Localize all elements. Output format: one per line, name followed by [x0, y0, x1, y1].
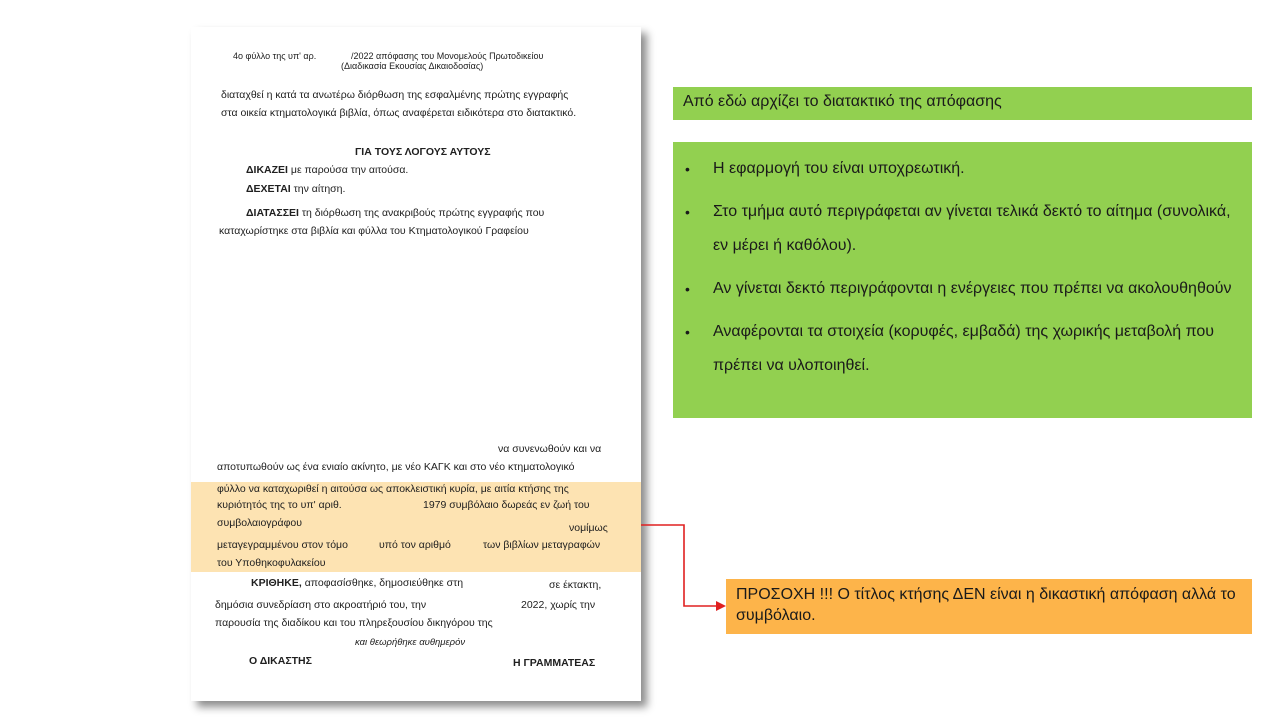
bullet-icon: •: [685, 161, 690, 177]
kritheke-word: ΚΡΙΘΗΚΕ,: [251, 577, 302, 589]
signature-secretary: Η ΓΡΑΜΜΑΤΕΑΣ: [513, 657, 596, 669]
dehetai-word: ΔΕΧΕΤΑΙ: [246, 183, 291, 195]
paragraph-3-line-2b: 2022, χωρίς την: [521, 599, 596, 611]
paragraph-2-line-3: φύλλο να καταχωριθεί η αιτούσα ως αποκλειστική κυρία, με αιτία κτήσης της: [217, 483, 569, 495]
paragraph-2-line-7: του Υποθηκοφυλακείου: [217, 557, 326, 569]
diatassei-line-2: καταχωρίστηκε στα βιβλία και φύλλα του Κτηματολογικού Γραφείου: [219, 225, 529, 237]
list-item-text: Στο τμήμα αυτό περιγράφεται αν γίνεται τελικά δεκτό το αίτημα (συνολικά, εν μέρει ή καθόλου).: [713, 203, 1231, 254]
bullet-icon: •: [685, 324, 690, 340]
bullet-icon: •: [685, 281, 690, 297]
diatassei-word: ΔΙΑΤΑΣΣΕΙ: [246, 207, 299, 219]
signature-judge: Ο ΔΙΚΑΣΤΗΣ: [249, 655, 312, 667]
paragraph-1-line-1: διαταχθεί η κατά τα ανωτέρω διόρθωση της εσφαλμένης πρώτης εγγραφής: [221, 89, 569, 101]
dikazei-rest: με παρούσα την αιτούσα.: [290, 164, 409, 176]
connector-line: [641, 525, 718, 606]
paragraph-3-line-2a: δημόσια συνεδρίαση στο ακροατήριό του, την: [215, 599, 427, 611]
arrowhead-icon: [716, 601, 726, 611]
dehetai-rest: την αίτηση.: [293, 183, 346, 195]
operative-start-callout: Από εδώ αρχίζει το διατακτικό της απόφασης: [673, 87, 1252, 120]
list-item-text: Η εφαρμογή του είναι υποχρεωτική.: [713, 160, 965, 177]
paragraph-2-line-4b: 1979 συμβόλαιο δωρεάς εν ζωή του: [423, 499, 590, 511]
list-item-text: Αναφέρονται τα στοιχεία (κορυφές, εμβαδά) της χωρικής μεταβολή που πρέπει να υλοποιηθεί.: [713, 323, 1215, 374]
bullet-icon: •: [685, 204, 690, 220]
operative-heading: ΓΙΑ ΤΟΥΣ ΛΟΓΟΥΣ ΑΥΤΟΥΣ: [355, 146, 491, 158]
header-sheet-number: 4ο φύλλο της υπ' αρ.: [233, 51, 317, 61]
kritheke-right: σε έκτακτη,: [549, 579, 602, 591]
paragraph-2-line-6c: των βιβλίων μεταγραφών: [483, 539, 601, 551]
paragraph-2-line-6b: υπό τον αριθμό: [379, 539, 451, 551]
dikazei-word: ΔΙΚΑΖΕΙ: [246, 164, 288, 176]
header-procedure: (Διαδικασία Εκουσίας Δικαιοδοσίας): [341, 61, 484, 71]
kritheke-rest: αποφασίσθηκε, δημοσιεύθηκε στη: [304, 577, 464, 589]
paragraph-2-line-2: αποτυπωθούν ως ένα ενιαίο ακίνητο, με νέο ΚΑΓΚ και στο νέο κτηματολογικό: [217, 461, 575, 473]
paragraph-3-line-4: και θεωρήθηκε αυθημερόν: [355, 637, 466, 648]
paragraph-2-line-5a: συμβολαιογράφου: [217, 517, 302, 529]
warning-callout: ΠΡΟΣΟΧΗ !!! Ο τίτλος κτήσης ΔΕΝ είναι η δικαστική απόφαση αλλά το συμβόλαιο.: [726, 579, 1252, 634]
header-decision-ref: /2022 απόφασης του Μονομελούς Πρωτοδικείου: [351, 51, 544, 61]
paragraph-2-line-1: να συνενωθούν και να: [498, 443, 602, 455]
paragraph-2-line-6a: μεταγεγραμμένου στον τόμο: [217, 539, 348, 551]
paragraph-3-line-3: παρουσία της διαδίκου και του πληρεξουσίου δικηγόρου της: [215, 617, 493, 629]
diatassei-rest: τη διόρθωση της ανακριβούς πρώτης εγγραφής που: [301, 207, 545, 219]
paragraph-2-line-5b: νομίμως: [569, 522, 608, 534]
paragraph-1-line-2: στα οικεία κτηματολογικά βιβλία, όπως αναφέρεται ειδικότερα στο διατακτικό.: [221, 107, 577, 119]
paragraph-2-line-4a: κυριότητός της το υπ' αριθ.: [217, 499, 342, 511]
list-item-text: Αν γίνεται δεκτό περιγράφονται η ενέργειες που πρέπει να ακολουθηθούν: [713, 280, 1232, 297]
